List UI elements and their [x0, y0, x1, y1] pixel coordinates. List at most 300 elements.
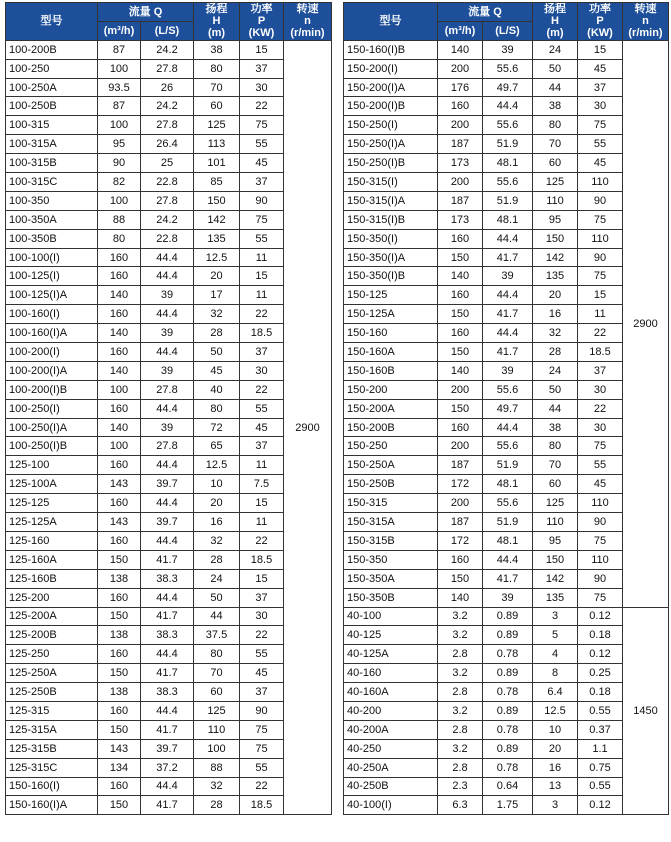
table-row [6, 305, 332, 324]
cell-head: 10 [194, 475, 240, 494]
table-row [6, 607, 332, 626]
cell-head: 125 [194, 116, 240, 135]
cell-power: 55 [578, 456, 623, 475]
cell-speed: 1450 [623, 607, 669, 815]
table-row [344, 683, 669, 702]
cell-power: 11 [240, 248, 284, 267]
cell-flow-ls: 44.4 [141, 248, 194, 267]
cell-flow-ls: 26 [141, 78, 194, 97]
cell-model: 150-250A [344, 456, 438, 475]
cell-flow-ls: 41.7 [483, 343, 533, 362]
cell-head: 101 [194, 154, 240, 173]
cell-flow-ls: 39 [141, 418, 194, 437]
cell-flow-m3h: 160 [98, 248, 141, 267]
cell-flow-m3h: 187 [438, 191, 483, 210]
cell-flow-ls: 0.78 [483, 645, 533, 664]
header-head-symbol: H [212, 15, 221, 28]
cell-head: 88 [194, 758, 240, 777]
cell-model: 40-250 [344, 739, 438, 758]
cell-flow-ls: 0.89 [483, 701, 533, 720]
cell-head: 44 [533, 399, 578, 418]
table-row [344, 777, 669, 796]
cell-power: 0.18 [578, 683, 623, 702]
cell-head: 85 [194, 173, 240, 192]
table-row [344, 456, 669, 475]
table-row [344, 116, 669, 135]
cell-power: 0.25 [578, 664, 623, 683]
table-row [344, 267, 669, 286]
cell-model: 125-315B [6, 739, 98, 758]
header-model: 型号 [6, 3, 98, 41]
cell-head: 3 [533, 796, 578, 815]
table-row [344, 361, 669, 380]
cell-head: 80 [194, 399, 240, 418]
cell-power: 22 [578, 399, 623, 418]
cell-power: 75 [578, 210, 623, 229]
table-row [344, 380, 669, 399]
table-row [344, 494, 669, 513]
cell-flow-ls: 0.78 [483, 758, 533, 777]
table-row [6, 116, 332, 135]
cell-flow-ls: 44.4 [483, 324, 533, 343]
cell-flow-ls: 48.1 [483, 154, 533, 173]
cell-flow-m3h: 80 [98, 229, 141, 248]
cell-head: 17 [194, 286, 240, 305]
cell-power: 30 [240, 78, 284, 97]
table-row [6, 78, 332, 97]
cell-head: 38 [194, 40, 240, 59]
cell-flow-ls: 44.4 [141, 267, 194, 286]
table-row [344, 399, 669, 418]
cell-power: 1.1 [578, 739, 623, 758]
table-row [6, 701, 332, 720]
cell-flow-m3h: 140 [438, 40, 483, 59]
cell-flow-m3h: 150 [438, 343, 483, 362]
cell-flow-m3h: 140 [438, 361, 483, 380]
header-speed-label: 转速 [296, 3, 319, 16]
header-head [194, 3, 240, 41]
cell-model: 100-200B [6, 40, 98, 59]
cell-head: 24 [533, 361, 578, 380]
cell-flow-ls: 44.4 [141, 305, 194, 324]
cell-flow-ls: 22.8 [141, 229, 194, 248]
cell-flow-m3h: 140 [98, 324, 141, 343]
cell-power: 110 [578, 229, 623, 248]
cell-model: 100-200(I)A [6, 361, 98, 380]
table-row [6, 286, 332, 305]
cell-model: 125-125 [6, 494, 98, 513]
cell-flow-ls: 0.89 [483, 664, 533, 683]
cell-model: 125-160 [6, 531, 98, 550]
cell-flow-m3h: 200 [438, 437, 483, 456]
cell-flow-m3h: 172 [438, 475, 483, 494]
cell-model: 125-250A [6, 664, 98, 683]
cell-power: 55 [240, 399, 284, 418]
cell-power: 37 [240, 343, 284, 362]
cell-flow-m3h: 187 [438, 456, 483, 475]
cell-model: 125-160A [6, 550, 98, 569]
cell-model: 125-200A [6, 607, 98, 626]
cell-flow-m3h: 150 [438, 569, 483, 588]
cell-flow-m3h: 140 [438, 267, 483, 286]
cell-power: 55 [240, 135, 284, 154]
table-row [344, 40, 669, 59]
cell-flow-m3h: 93.5 [98, 78, 141, 97]
cell-power: 11 [240, 513, 284, 532]
cell-flow-ls: 44.4 [141, 399, 194, 418]
cell-flow-ls: 39 [141, 361, 194, 380]
cell-head: 70 [194, 78, 240, 97]
cell-model: 125-125A [6, 513, 98, 532]
cell-head: 44 [533, 78, 578, 97]
cell-power: 37 [578, 78, 623, 97]
cell-power: 0.12 [578, 796, 623, 815]
cell-flow-m3h: 176 [438, 78, 483, 97]
cell-flow-m3h: 200 [438, 494, 483, 513]
cell-flow-m3h: 187 [438, 135, 483, 154]
cell-head: 70 [533, 456, 578, 475]
table-row [344, 739, 669, 758]
cell-flow-m3h: 138 [98, 683, 141, 702]
cell-flow-ls: 24.2 [141, 210, 194, 229]
table-row [6, 267, 332, 286]
table-row [6, 513, 332, 532]
cell-flow-ls: 24.2 [141, 97, 194, 116]
header-power-symbol: P [257, 15, 266, 28]
table-row [6, 531, 332, 550]
cell-head: 110 [533, 191, 578, 210]
header-speed-label: 转速 [634, 3, 657, 16]
cell-flow-m3h: 160 [438, 286, 483, 305]
table-row [6, 59, 332, 78]
table-row [344, 796, 669, 815]
cell-power: 37 [240, 683, 284, 702]
table-row [6, 475, 332, 494]
cell-flow-ls: 49.7 [483, 399, 533, 418]
cell-flow-m3h: 160 [438, 418, 483, 437]
cell-head: 45 [194, 361, 240, 380]
cell-flow-m3h: 3.2 [438, 739, 483, 758]
cell-flow-m3h: 82 [98, 173, 141, 192]
cell-flow-ls: 0.89 [483, 607, 533, 626]
cell-model: 150-350 [344, 550, 438, 569]
cell-flow-ls: 51.9 [483, 456, 533, 475]
cell-head: 100 [194, 739, 240, 758]
table-row [6, 418, 332, 437]
cell-head: 150 [194, 191, 240, 210]
cell-flow-m3h: 160 [98, 456, 141, 475]
header-power-symbol: P [596, 15, 604, 28]
cell-power: 18.5 [240, 796, 284, 815]
header-head-label: 扬程 [544, 3, 566, 16]
cell-model: 150-160(I)B [344, 40, 438, 59]
cell-power: 15 [578, 40, 623, 59]
cell-model: 150-250(I) [344, 116, 438, 135]
cell-head: 65 [194, 437, 240, 456]
cell-model: 100-315C [6, 173, 98, 192]
cell-model: 150-350(I)B [344, 267, 438, 286]
cell-head: 28 [533, 343, 578, 362]
cell-head: 24 [194, 569, 240, 588]
cell-flow-ls: 41.7 [483, 569, 533, 588]
cell-flow-m3h: 160 [438, 324, 483, 343]
table-row [6, 494, 332, 513]
cell-model: 150-250(I)A [344, 135, 438, 154]
cell-flow-m3h: 90 [98, 154, 141, 173]
cell-power: 90 [240, 701, 284, 720]
cell-model: 100-250(I)B [6, 437, 98, 456]
cell-flow-m3h: 150 [98, 550, 141, 569]
spec-table-left-body [6, 40, 332, 815]
table-row [344, 645, 669, 664]
cell-power: 30 [578, 380, 623, 399]
table-row [344, 513, 669, 532]
cell-power: 18.5 [240, 324, 284, 343]
cell-head: 60 [194, 97, 240, 116]
cell-model: 150-315(I) [344, 173, 438, 192]
cell-head: 95 [533, 210, 578, 229]
cell-flow-m3h: 2.8 [438, 758, 483, 777]
table-row [344, 191, 669, 210]
cell-model: 40-250A [344, 758, 438, 777]
cell-head: 4 [533, 645, 578, 664]
cell-flow-ls: 27.8 [141, 59, 194, 78]
cell-model: 150-200 [344, 380, 438, 399]
cell-model: 100-350A [6, 210, 98, 229]
header-flow: 流量 Q [98, 3, 194, 22]
cell-head: 135 [533, 588, 578, 607]
cell-head: 20 [533, 286, 578, 305]
cell-flow-ls: 44.4 [483, 418, 533, 437]
cell-model: 150-350A [344, 569, 438, 588]
cell-head: 6.4 [533, 683, 578, 702]
table-row [344, 569, 669, 588]
cell-power: 0.55 [578, 777, 623, 796]
cell-speed: 2900 [623, 40, 669, 607]
table-row [6, 343, 332, 362]
cell-head: 142 [194, 210, 240, 229]
cell-head: 38 [533, 97, 578, 116]
table-row [6, 173, 332, 192]
cell-flow-m3h: 140 [98, 361, 141, 380]
cell-model: 100-200(I)B [6, 380, 98, 399]
cell-model: 125-100A [6, 475, 98, 494]
cell-power: 55 [240, 645, 284, 664]
cell-flow-m3h: 143 [98, 475, 141, 494]
table-row [6, 758, 332, 777]
cell-flow-ls: 0.78 [483, 683, 533, 702]
cell-power: 75 [578, 437, 623, 456]
cell-flow-m3h: 3.2 [438, 626, 483, 645]
cell-head: 60 [533, 154, 578, 173]
cell-power: 22 [240, 626, 284, 645]
cell-model: 100-350B [6, 229, 98, 248]
cell-power: 15 [240, 267, 284, 286]
cell-flow-ls: 44.4 [483, 97, 533, 116]
cell-model: 125-200B [6, 626, 98, 645]
cell-flow-m3h: 100 [98, 437, 141, 456]
cell-flow-ls: 48.1 [483, 210, 533, 229]
cell-model: 150-160(I) [6, 777, 98, 796]
header-head [533, 3, 578, 41]
cell-power: 45 [578, 475, 623, 494]
cell-power: 110 [578, 550, 623, 569]
cell-flow-m3h: 160 [438, 550, 483, 569]
cell-flow-m3h: 160 [98, 343, 141, 362]
table-row [344, 758, 669, 777]
header-flow: 流量 Q [438, 3, 533, 22]
cell-head: 5 [533, 626, 578, 645]
cell-model: 40-160 [344, 664, 438, 683]
cell-head: 12.5 [194, 456, 240, 475]
cell-flow-ls: 0.89 [483, 739, 533, 758]
cell-flow-ls: 27.8 [141, 437, 194, 456]
cell-power: 11 [240, 286, 284, 305]
header-flow-ls: (L/S) [141, 21, 194, 40]
cell-model: 150-160 [344, 324, 438, 343]
cell-flow-ls: 44.4 [483, 550, 533, 569]
table-row [344, 229, 669, 248]
cell-power: 0.37 [578, 720, 623, 739]
cell-power: 15 [578, 286, 623, 305]
table-row [6, 683, 332, 702]
table-row [6, 550, 332, 569]
cell-power: 15 [240, 569, 284, 588]
table-row [344, 286, 669, 305]
cell-flow-ls: 44.4 [141, 494, 194, 513]
cell-flow-m3h: 6.3 [438, 796, 483, 815]
cell-model: 125-100 [6, 456, 98, 475]
table-row [6, 777, 332, 796]
cell-model: 125-250B [6, 683, 98, 702]
cell-model: 150-250(I)B [344, 154, 438, 173]
cell-flow-ls: 44.4 [141, 645, 194, 664]
table-row [344, 475, 669, 494]
table-row [6, 324, 332, 343]
cell-flow-ls: 39 [141, 324, 194, 343]
cell-flow-ls: 44.4 [483, 286, 533, 305]
cell-head: 135 [194, 229, 240, 248]
cell-model: 150-200(I) [344, 59, 438, 78]
cell-flow-m3h: 100 [98, 59, 141, 78]
cell-head: 24 [533, 40, 578, 59]
table-row [344, 607, 669, 626]
cell-flow-ls: 25 [141, 154, 194, 173]
cell-power: 55 [240, 758, 284, 777]
cell-power: 22 [240, 305, 284, 324]
cell-flow-m3h: 160 [438, 229, 483, 248]
cell-flow-ls: 41.7 [141, 664, 194, 683]
cell-flow-m3h: 87 [98, 97, 141, 116]
cell-power: 22 [578, 324, 623, 343]
cell-flow-m3h: 2.8 [438, 683, 483, 702]
cell-flow-ls: 0.64 [483, 777, 533, 796]
table-row [344, 248, 669, 267]
cell-flow-m3h: 150 [438, 305, 483, 324]
cell-power: 37 [578, 361, 623, 380]
table-row [6, 569, 332, 588]
cell-model: 100-125(I) [6, 267, 98, 286]
cell-flow-ls: 27.8 [141, 191, 194, 210]
cell-flow-m3h: 150 [438, 248, 483, 267]
table-row [344, 78, 669, 97]
cell-head: 16 [194, 513, 240, 532]
cell-flow-m3h: 200 [438, 380, 483, 399]
cell-flow-ls: 48.1 [483, 531, 533, 550]
cell-flow-ls: 38.3 [141, 569, 194, 588]
table-row [344, 418, 669, 437]
cell-model: 150-200B [344, 418, 438, 437]
cell-head: 125 [533, 173, 578, 192]
cell-model: 125-200 [6, 588, 98, 607]
cell-power: 45 [240, 418, 284, 437]
cell-flow-ls: 55.6 [483, 116, 533, 135]
cell-head: 72 [194, 418, 240, 437]
cell-model: 125-315A [6, 720, 98, 739]
table-row [6, 40, 332, 59]
cell-power: 45 [240, 664, 284, 683]
cell-head: 80 [194, 645, 240, 664]
cell-model: 100-250A [6, 78, 98, 97]
table-row [344, 135, 669, 154]
cell-head: 32 [533, 324, 578, 343]
cell-model: 100-200(I) [6, 343, 98, 362]
cell-flow-ls: 44.4 [141, 531, 194, 550]
table-row [6, 739, 332, 758]
table-row [344, 626, 669, 645]
cell-flow-ls: 39 [483, 267, 533, 286]
cell-power: 22 [240, 380, 284, 399]
spec-table-right [343, 2, 669, 815]
cell-model: 40-200A [344, 720, 438, 739]
cell-model: 125-315C [6, 758, 98, 777]
cell-head: 16 [533, 758, 578, 777]
table-row [344, 720, 669, 739]
cell-model: 125-315 [6, 701, 98, 720]
cell-model: 100-315B [6, 154, 98, 173]
cell-head: 8 [533, 664, 578, 683]
header-flow-m3h: (m³/h) [98, 21, 141, 40]
table-row [6, 437, 332, 456]
cell-flow-m3h: 160 [98, 701, 141, 720]
table-row [6, 135, 332, 154]
cell-model: 125-160B [6, 569, 98, 588]
table-row [344, 550, 669, 569]
cell-flow-m3h: 140 [98, 286, 141, 305]
header-power-label: 功率 [589, 3, 611, 16]
cell-flow-m3h: 3.2 [438, 664, 483, 683]
cell-head: 142 [533, 569, 578, 588]
table-row [6, 399, 332, 418]
cell-flow-ls: 39.7 [141, 739, 194, 758]
cell-power: 0.75 [578, 758, 623, 777]
cell-power: 30 [240, 361, 284, 380]
cell-head: 16 [533, 305, 578, 324]
cell-model: 150-350B [344, 588, 438, 607]
cell-flow-ls: 39 [483, 588, 533, 607]
header-speed-symbol: n [304, 15, 311, 28]
cell-power: 18.5 [240, 550, 284, 569]
cell-flow-ls: 44.4 [141, 588, 194, 607]
cell-flow-m3h: 100 [98, 191, 141, 210]
table-row [6, 720, 332, 739]
table-row [344, 437, 669, 456]
cell-flow-ls: 26.4 [141, 135, 194, 154]
cell-flow-m3h: 150 [98, 607, 141, 626]
cell-flow-ls: 38.3 [141, 626, 194, 645]
spec-table-right-body [344, 40, 669, 815]
cell-flow-ls: 37.2 [141, 758, 194, 777]
